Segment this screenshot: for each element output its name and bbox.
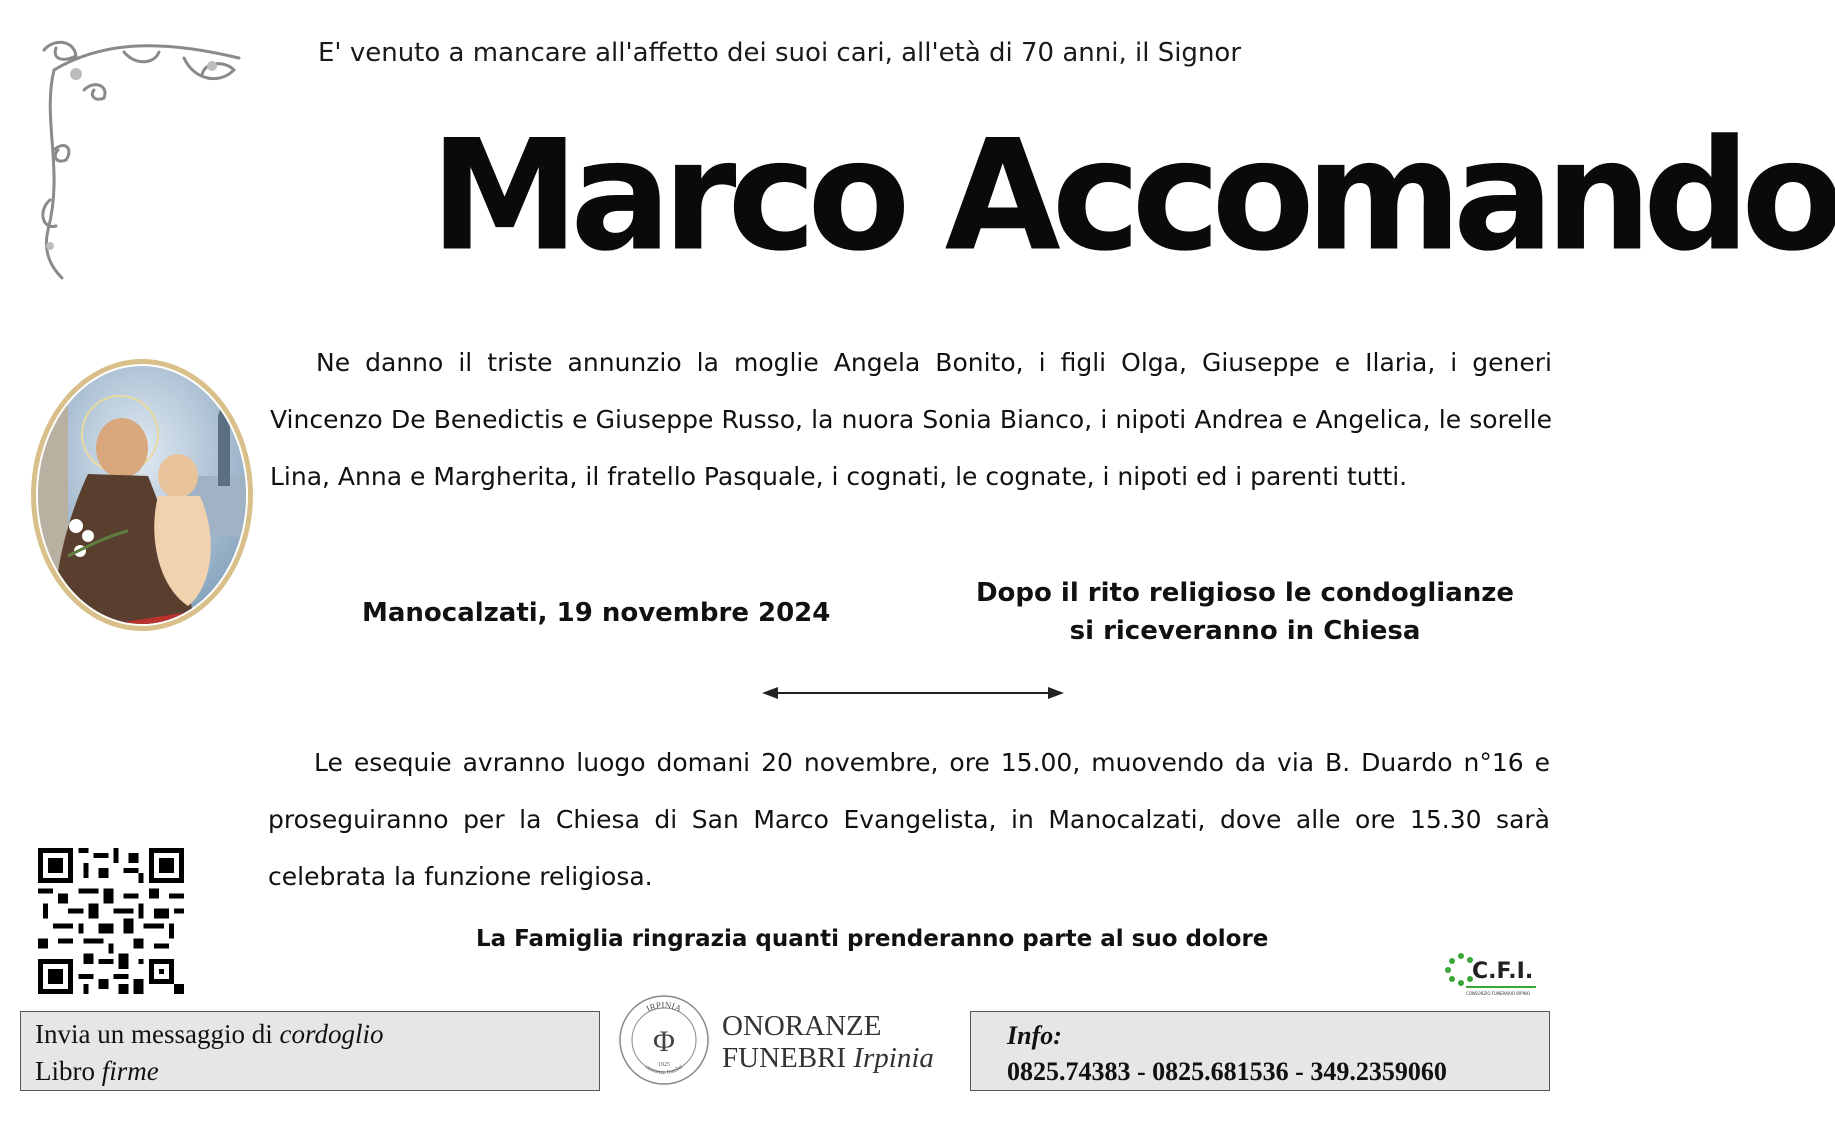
cfi-logo-text: C.F.I. xyxy=(1472,959,1534,984)
guestbook-italic: firme xyxy=(101,1056,159,1086)
place-date: Manocalzati, 19 novembre 2024 xyxy=(362,598,831,628)
condolences-line-2: si riceveranno in Chiesa xyxy=(1069,616,1421,646)
svg-text:Φ: Φ xyxy=(653,1025,675,1058)
info-label xyxy=(1007,1018,1513,1054)
cfi-logo xyxy=(1442,950,1542,998)
brand-line-2-italic: Irpinia xyxy=(853,1042,934,1074)
saint-portrait xyxy=(28,356,256,634)
intro-text: E' venuto a mancare all'affetto dei suoi cari, all'età di 70 anni, il Signor xyxy=(318,38,1242,68)
brand-line-1: ONORANZE xyxy=(722,1010,882,1042)
deceased-name: Marco Accomando xyxy=(430,107,1835,286)
info-label-text: Info: xyxy=(1007,1021,1062,1050)
announcement-paragraph xyxy=(270,334,1552,505)
brand-line-2-text: FUNEBRI xyxy=(722,1042,854,1074)
condolences-note xyxy=(955,574,1535,650)
double-arrow-divider xyxy=(762,683,1064,703)
qr-code[interactable] xyxy=(38,848,184,994)
guestbook-text: Libro xyxy=(35,1056,102,1086)
send-condolence-italic: cordoglio xyxy=(279,1019,384,1049)
funeral-home-name xyxy=(722,1010,934,1074)
cfi-logo-graphic xyxy=(1442,950,1542,998)
guestbook-link[interactable] xyxy=(35,1053,585,1090)
send-condolence-link[interactable] xyxy=(35,1016,585,1053)
family-thanks: La Famiglia ringrazia quanti prenderanno parte al suo dolore xyxy=(476,926,1269,952)
info-box xyxy=(970,1011,1550,1091)
seal-bottom-text: onoranze funebri xyxy=(643,1064,685,1077)
condolence-message-box[interactable] xyxy=(20,1011,600,1091)
announcement-text: Ne danno il triste annunzio la moglie Angela Bonito, i figli Olga, Giuseppe e Ilaria, i generi Vincenzo De Benedictis e Giuseppe Russo, la nuora Sonia Bianco, i nipoti Andrea e Angelica, le sorelle Lina, Anna e Margherita, il fratello Pasquale, i cognati, le cognate, i nipoti ed i parenti tutti. xyxy=(270,348,1552,491)
cfi-logo-subtext: CONSORZIO FUNERARIO IRPINO xyxy=(1466,991,1530,996)
phone-numbers[interactable]: 0825.74383 - 0825.681536 - 349.2359060 xyxy=(1007,1057,1447,1086)
seal-year: 1925 xyxy=(658,1062,670,1068)
condolences-line-1: Dopo il rito religioso le condoglianze xyxy=(975,578,1515,608)
funeral-paragraph xyxy=(268,734,1550,905)
brand-line-2 xyxy=(722,1042,934,1074)
corner-ornament xyxy=(34,30,249,285)
svg-text:IRPINIA xyxy=(645,1000,684,1014)
send-condolence-text: Invia un messaggio di xyxy=(35,1019,280,1049)
funeral-home-seal xyxy=(618,994,710,1086)
funeral-text: Le esequie avranno luogo domani 20 novembre, ore 15.00, muovendo da via B. Duardo n°16 e proseguiranno per la Chiesa di San Marco Evangelista, in Manocalzati, dove alle ore 15.30 sarà celebrata la funzione religiosa. xyxy=(268,748,1550,891)
seal-top-text: IRPINIA xyxy=(644,999,684,1014)
